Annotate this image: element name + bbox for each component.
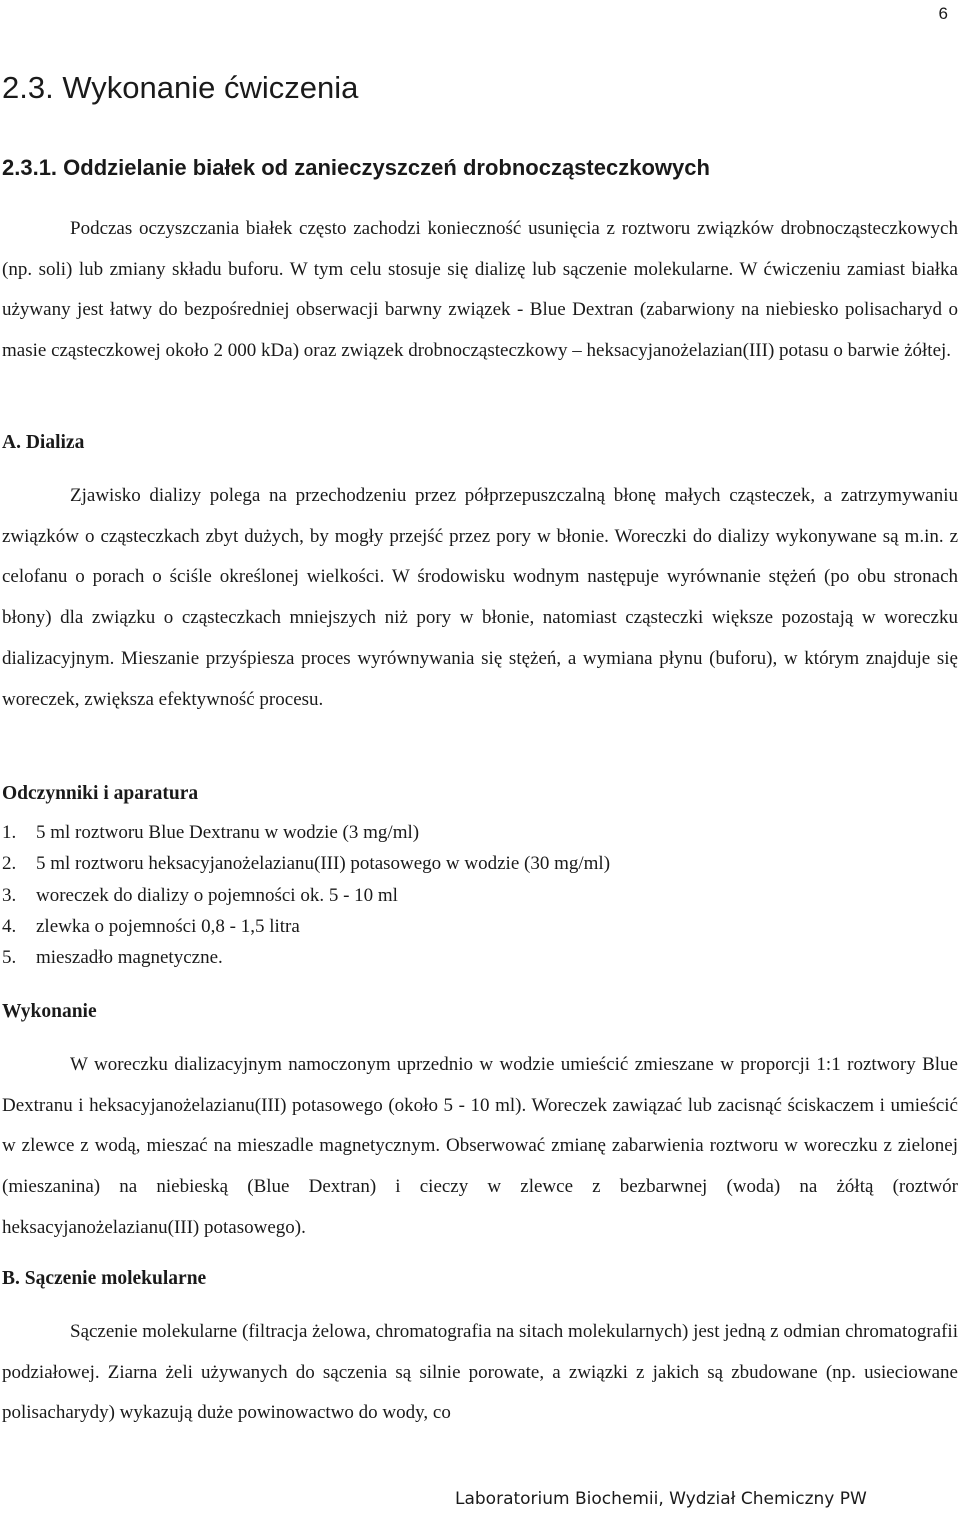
list-item-number: 1. bbox=[2, 822, 17, 843]
list-item bbox=[2, 880, 610, 911]
list-item-text: woreczek do dializy o pojemności ok. 5 - 10 ml bbox=[36, 884, 398, 906]
list-item bbox=[2, 848, 610, 879]
footer: Laboratorium Biochemii, Wydział Chemiczny PW bbox=[455, 1489, 867, 1509]
list-item-number: 4. bbox=[2, 915, 17, 937]
section-title: 2.3. Wykonanie ćwiczenia bbox=[2, 70, 359, 105]
intro-paragraph: Podczas oczyszczania białek często zachodzi konieczność usunięcia z roztworu związków drobnocząsteczkowych (np. soli) lub zmiany składu buforu. W tym celu stosuje się dializę lub sączenie molekularne. W ćwiczeniu zamiast białka używany jest łatwy do bezpośredniej obserwacji barwny związek - Blue Dextran (zabarwiony na niebiesko polisacharyd o masie cząsteczkowej około 2 000 kDa) oraz związek drobnocząsteczkowy – heksacyjanożelazian(III) potasu o barwie żółtej. bbox=[2, 218, 958, 362]
subsection-title: 2.3.1. Oddzielanie białek od zanieczyszczeń drobnocząsteczkowych bbox=[2, 155, 710, 180]
reagents-heading: Odczynniki i aparatura bbox=[2, 783, 199, 804]
list-item-text: zlewka o pojemności 0,8 - 1,5 litra bbox=[36, 915, 300, 937]
list-item-text: 5 ml roztworu Blue Dextranu w wodzie (3 mg/ml) bbox=[36, 822, 420, 843]
list-item-text: mieszadło magnetyczne. bbox=[36, 947, 223, 969]
procedure-paragraph: W woreczku dializacyjnym namoczonym uprzednio w wodzie umieścić zmieszane w proporcji 1:1 roztwory Blue Dextranu i heksacyjanożelazianu(III) potasowego (około 5 - 10 ml). Woreczek zawiązać lub zacisnąć ściskaczem i umieścić w zlewce z wodą, mieszać na mieszadle magnetycznym. Obserwować zmianę zabarwienia roztworu w woreczku z zielonej (mieszanina) na niebieską (Blue Dextran) i cieczy w zlewce z bezbarwnej (woda) na żółtą (roztwór heksacyjanożelazianu(III) potasowego). bbox=[2, 1054, 958, 1238]
gel-filtration-paragraph: Sączenie molekularne (filtracja żelowa, chromatografia na sitach molekularnych) jest jedną z odmian chromatografii podziałowej. Ziarna żeli używanych do sączenia są silnie porowate, a związki z jakich są zbudowane (np. usieciowane polisacharydy) wykazują duże powinowactwo do wody, co bbox=[2, 1321, 958, 1424]
dialysis-paragraph: Zjawisko dializy polega na przechodzeniu przez półprzepuszczalną błonę małych cząsteczek, a zatrzymywaniu związków o cząsteczkach zbyt dużych, by mogły przejść przez pory w błonie. Woreczki do dializy wykonywane są m.in. z celofanu o porach o ściśle określonej wielkości. W środowisku wodnym następuje wyrównanie stężeń (po obu stronach błony) dla związku o cząsteczkach mniejszych niż pory w błonie, natomiast cząsteczki większe pozostają w woreczku dializacyjnym. Mieszanie przyśpiesza proces wyrównywania się stężeń, a wymiana płynu (buforu), w którym znajduje się woreczek, zwiększa efektywność procesu. bbox=[2, 485, 958, 710]
list-item-number: 3. bbox=[2, 884, 17, 906]
list-item-number: 5. bbox=[2, 947, 17, 969]
procedure-heading: Wykonanie bbox=[2, 1001, 97, 1022]
dialysis-heading: A. Dializa bbox=[2, 432, 85, 453]
list-item bbox=[2, 911, 610, 942]
list-item-number: 2. bbox=[2, 853, 17, 875]
list-item-text: 5 ml roztworu heksacyjanożelazianu(III) potasowego w wodzie (30 mg/ml) bbox=[36, 853, 611, 875]
list-item bbox=[2, 942, 610, 973]
gel-filtration-heading: B. Sączenie molekularne bbox=[2, 1268, 207, 1289]
list-item bbox=[2, 817, 610, 848]
reagents-list bbox=[2, 817, 610, 973]
page-number: 6 bbox=[938, 4, 948, 23]
